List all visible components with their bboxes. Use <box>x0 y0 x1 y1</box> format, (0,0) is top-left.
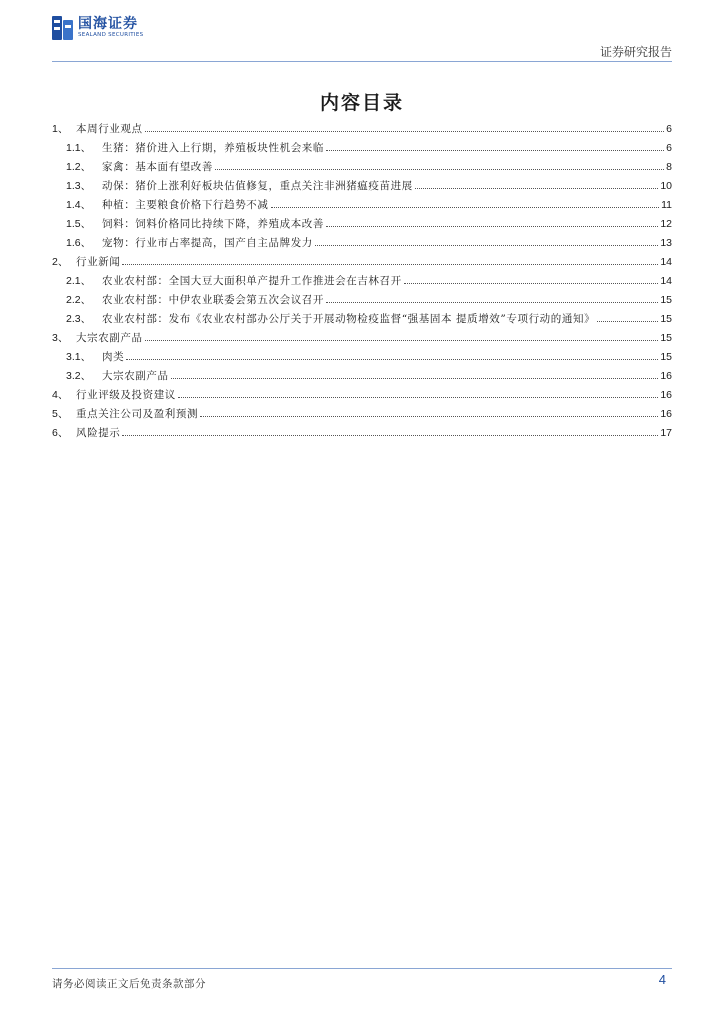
toc-entry-number: 1.3、 <box>66 180 92 192</box>
toc-entry-number: 1.6、 <box>66 237 92 249</box>
toc-entry-page: 6 <box>666 142 672 154</box>
toc-entry-page: 15 <box>660 351 672 363</box>
toc-entry[interactable] <box>52 139 672 158</box>
toc-entry[interactable] <box>52 272 672 291</box>
toc-entry[interactable] <box>52 310 672 329</box>
toc-entry-title: 家禽：基本面有望改善 <box>102 161 213 173</box>
page-number: 4 <box>658 972 666 987</box>
toc-entry-number: 5、 <box>52 408 69 420</box>
toc-entry-number: 2、 <box>52 256 69 268</box>
toc-entry-number: 3.2、 <box>66 370 92 382</box>
toc-entry-title: 大宗农副产品 <box>76 332 143 344</box>
toc-entry-title: 行业新闻 <box>76 256 121 268</box>
toc-entry-title: 农业农村部：发布《农业农村部办公厅关于开展动物检疫监督“强基固本 提质增效”专项行动的通知》 <box>102 313 596 325</box>
toc-entry-page: 15 <box>660 313 672 325</box>
toc-leader-dots <box>326 302 658 303</box>
toc-leader-dots <box>145 340 659 341</box>
toc-entry-page: 16 <box>660 370 672 382</box>
toc-leader-dots <box>178 397 658 398</box>
toc-leader-dots <box>326 226 658 227</box>
toc-entry[interactable] <box>52 424 672 443</box>
toc-entry-title: 重点关注公司及盈利预测 <box>76 408 199 420</box>
toc-leader-dots <box>122 435 658 436</box>
toc-entry-number: 1.4、 <box>66 199 92 211</box>
toc-entry-number: 2.3、 <box>66 313 92 325</box>
toc-leader-dots <box>200 416 658 417</box>
report-type-label: 证券研究报告 <box>599 45 672 59</box>
toc-entry-page: 15 <box>660 332 672 344</box>
toc-leader-dots <box>415 188 659 189</box>
toc-entry-page: 10 <box>660 180 672 192</box>
toc-entry-title: 大宗农副产品 <box>102 370 169 382</box>
toc-entry[interactable] <box>52 386 672 405</box>
logo-english-name: SEALAND SECURITIES <box>78 32 144 39</box>
table-of-contents <box>52 120 672 443</box>
toc-entry-number: 4、 <box>52 389 69 401</box>
toc-entry[interactable] <box>52 329 672 348</box>
toc-entry-title: 农业农村部：中伊农业联委会第五次会议召开 <box>102 294 324 306</box>
toc-entry-number: 2.2、 <box>66 294 92 306</box>
toc-entry-number: 3.1、 <box>66 351 92 363</box>
toc-entry[interactable] <box>52 177 672 196</box>
toc-entry[interactable] <box>52 120 672 139</box>
toc-entry-page: 6 <box>666 123 672 135</box>
header-divider <box>52 61 672 62</box>
toc-entry-page: 14 <box>660 256 672 268</box>
toc-entry-title: 本周行业观点 <box>76 123 143 135</box>
toc-entry-page: 13 <box>660 237 672 249</box>
toc-entry-title: 宠物：行业市占率提高，国产自主品牌发力 <box>102 237 313 249</box>
toc-entry-page: 14 <box>660 275 672 287</box>
toc-entry[interactable] <box>52 196 672 215</box>
toc-leader-dots <box>122 264 658 265</box>
toc-leader-dots <box>597 321 658 322</box>
toc-entry-number: 1.1、 <box>66 142 92 154</box>
toc-entry[interactable] <box>52 234 672 253</box>
logo-chinese-name: 国海证券 <box>78 16 138 33</box>
toc-entry[interactable] <box>52 253 672 272</box>
toc-entry-number: 1、 <box>52 123 69 135</box>
toc-entry-title: 种植：主要粮食价格下行趋势不减 <box>102 199 269 211</box>
toc-leader-dots <box>271 207 660 208</box>
toc-entry-page: 8 <box>666 161 672 173</box>
toc-entry-title: 动保：猪价上涨利好板块估值修复，重点关注非洲猪瘟疫苗进展 <box>102 180 413 192</box>
toc-leader-dots <box>126 359 658 360</box>
toc-entry-page: 16 <box>660 389 672 401</box>
toc-entry-page: 11 <box>661 199 672 211</box>
toc-leader-dots <box>315 245 658 246</box>
toc-title: 内容目录 <box>319 92 404 114</box>
toc-entry-title: 风险提示 <box>76 427 121 439</box>
toc-entry[interactable] <box>52 158 672 177</box>
toc-entry-page: 17 <box>660 427 672 439</box>
toc-entry[interactable] <box>52 291 672 310</box>
toc-entry-title: 农业农村部：全国大豆大面积单产提升工作推进会在吉林召开 <box>102 275 402 287</box>
page-header <box>0 0 724 64</box>
toc-entry-number: 3、 <box>52 332 69 344</box>
toc-entry-title: 肉类 <box>102 351 125 363</box>
toc-entry[interactable] <box>52 367 672 386</box>
toc-entry[interactable] <box>52 405 672 424</box>
toc-entry[interactable] <box>52 215 672 234</box>
toc-entry-title: 生猪：猪价进入上行期，养殖板块性机会来临 <box>102 142 324 154</box>
toc-leader-dots <box>326 150 664 151</box>
toc-entry-title: 行业评级及投资建议 <box>76 389 176 401</box>
toc-entry-page: 12 <box>660 218 672 230</box>
footer-divider <box>52 968 672 969</box>
toc-entry-number: 2.1、 <box>66 275 92 287</box>
toc-leader-dots <box>215 169 664 170</box>
toc-entry-page: 15 <box>660 294 672 306</box>
toc-entry-number: 1.5、 <box>66 218 92 230</box>
toc-leader-dots <box>171 378 659 379</box>
toc-entry[interactable] <box>52 348 672 367</box>
logo-mark-icon <box>52 16 74 40</box>
toc-leader-dots <box>404 283 659 284</box>
toc-entry-page: 16 <box>660 408 672 420</box>
toc-leader-dots <box>145 131 665 132</box>
company-logo <box>52 16 143 40</box>
toc-entry-number: 6、 <box>52 427 69 439</box>
disclaimer-note: 请务必阅读正文后免责条款部分 <box>52 978 206 990</box>
toc-entry-number: 1.2、 <box>66 161 92 173</box>
toc-entry-title: 饲料：饲料价格同比持续下降，养殖成本改善 <box>102 218 324 230</box>
